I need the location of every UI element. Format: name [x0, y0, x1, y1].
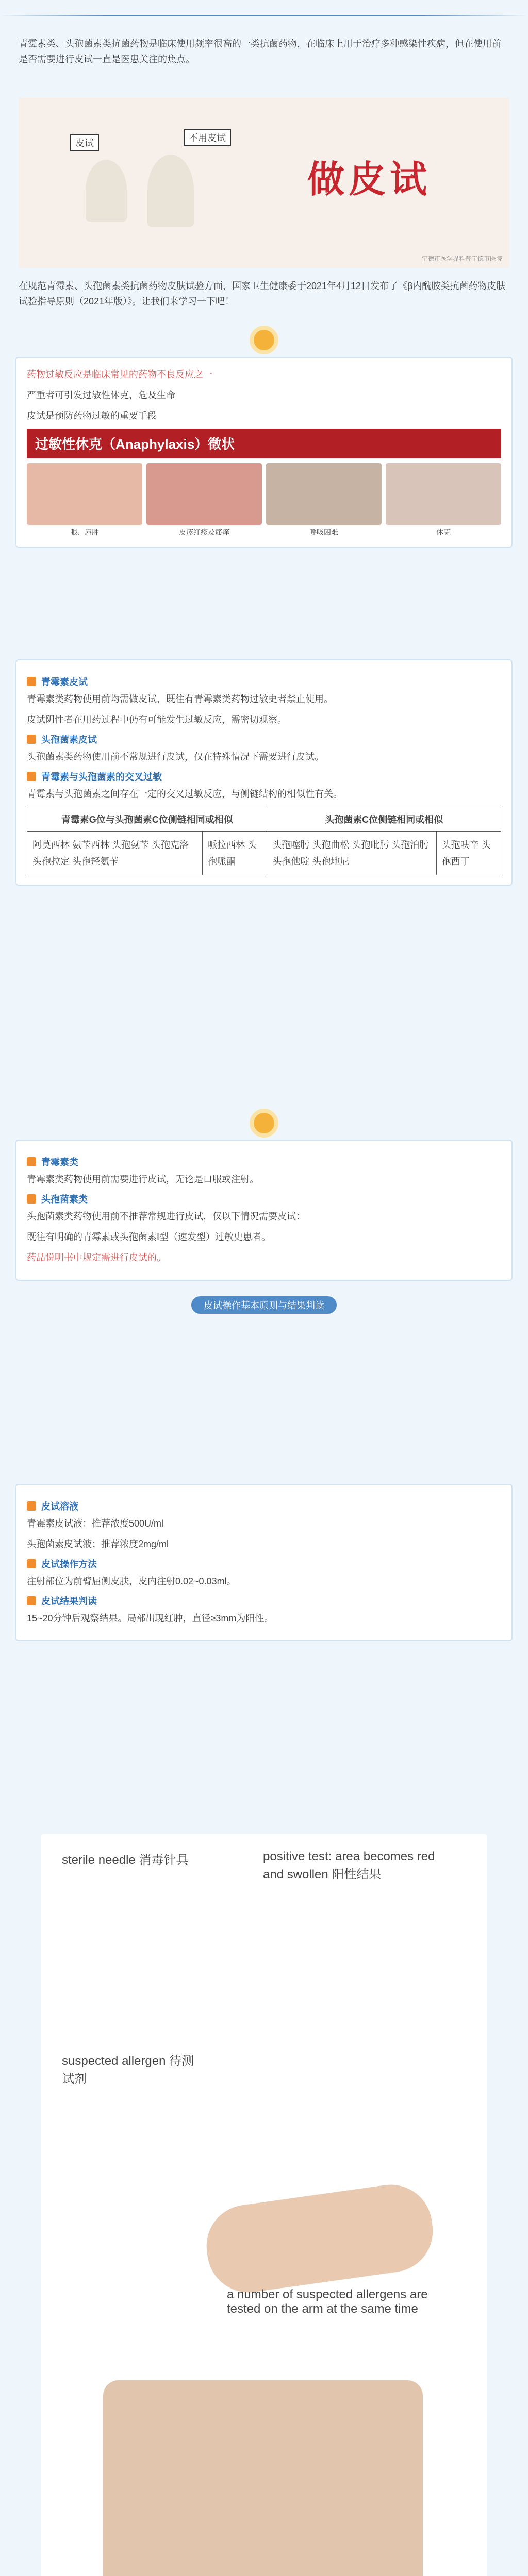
hero-image-section — [0, 98, 528, 268]
table-header-2: 头孢菌素C位侧链相同或相似 — [267, 807, 501, 832]
sec2-heading-1 — [27, 675, 501, 688]
sec1-line-0: 药物过敏反应是临床常见的药物不良反应之一 — [27, 369, 212, 380]
symptom-photo — [146, 463, 262, 525]
sec2-p3: 头孢菌素类药物使用前不常规进行皮试，仅在特殊情况下需要进行皮试。 — [27, 752, 324, 762]
symptom-photo — [386, 463, 501, 525]
hero-text: 做皮试 — [307, 159, 432, 200]
bullet-icon — [27, 772, 36, 781]
sec2-p1: 青霉素类药物使用前均需做皮试，既往有青霉素类药物过敏史者禁止使用。 — [27, 694, 333, 704]
bullet-icon — [27, 735, 36, 744]
sec3 — [0, 1113, 528, 1314]
table-cell: 阿莫西林 氨苄西林 头孢氨苄 头孢克洛 头孢拉定 头孢羟氨苄 — [27, 832, 203, 875]
sec2-p2: 皮试阴性者在用药过程中仍有可能发生过敏反应，需密切观察。 — [27, 715, 287, 725]
sec4 — [0, 1484, 528, 1641]
bullet-icon — [27, 1157, 36, 1166]
table-cell: 头孢噻肟 头孢曲松 头孢吡肟 头孢泊肟 头孢他啶 头孢地尼 — [267, 832, 436, 875]
bullet-icon — [27, 677, 36, 686]
symptom-caption: 休克 — [436, 528, 451, 536]
symptom-row — [27, 463, 501, 537]
sec2-p4: 青霉素与头孢菌素之间存在一定的交叉过敏反应，与侧链结构的相似性有关。 — [27, 789, 342, 799]
injection-photo — [103, 2380, 423, 2576]
intro-section-2 — [0, 278, 528, 314]
sec4-heading-1 — [27, 1499, 501, 1513]
diagram-label: a number of suspected allergens are tested on the arm at the same time — [227, 2287, 428, 2316]
sign-right: 不用皮试 — [184, 129, 231, 146]
sec3-p2: 头孢菌素类药物使用前不推荐常规进行皮试，仅以下情况需要皮试： — [27, 1211, 305, 1222]
hero-watermark: 宁德市医学界科普宁德市医院 — [421, 255, 502, 262]
heading-text: 头孢菌素类 — [41, 1194, 88, 1205]
sign-left: 皮试 — [70, 134, 99, 151]
table-cell: 哌拉西林 头孢哌酮 — [203, 832, 267, 875]
header-strip — [0, 0, 528, 31]
sec3-heading-2 — [27, 1192, 501, 1206]
intro-p2: 在规范青霉素、头孢菌素类抗菌药物皮肤试验方面，国家卫生健康委于2021年4月12日发布了《β内酰胺类抗菌药物皮肤试验指导原则（2021年版）》。让我们来学习一下吧！ — [19, 281, 506, 307]
symptom-caption: 皮疹红疹及瘙痒 — [179, 528, 229, 536]
sec4-p3: 注射部位为前臂屈侧皮肤，皮内注射0.02~0.03ml。 — [27, 1576, 236, 1586]
sec1-card — [15, 357, 513, 548]
heading-text: 皮试溶液 — [41, 1501, 78, 1512]
sec4-card — [15, 1484, 513, 1641]
sec2-heading-2 — [27, 733, 501, 746]
doctor-right — [147, 155, 194, 227]
sec3-p3: 既往有明确的青霉素或头孢菌素I型（速发型）过敏史患者。 — [27, 1232, 271, 1242]
sec3-p1: 青霉素类药物使用前需要进行皮试，无论是口服或注射。 — [27, 1174, 259, 1184]
diagram-label: positive test: area becomes red and swollen 阳性结果 — [263, 1850, 435, 1882]
sec2-heading-3 — [27, 770, 501, 783]
bullet-icon — [27, 1559, 36, 1568]
symptom-photo — [266, 463, 382, 525]
table-cell: 头孢呋辛 头孢西丁 — [436, 832, 501, 875]
intro-section — [0, 36, 528, 72]
intro-p1: 青霉素类、头孢菌素类抗菌药物是临床使用频率很高的一类抗菌药物，在临床上用于治疗多种感染性疾病，但在使用前是否需要进行皮试一直是医患关注的焦点。 — [19, 39, 501, 64]
sec1 — [0, 330, 528, 548]
sec3-card — [15, 1140, 513, 1281]
heading-text: 皮试操作方法 — [41, 1559, 97, 1569]
section-pill: 皮试操作基本原则与结果判读 — [191, 1296, 337, 1314]
symptom-caption: 呼吸困难 — [309, 528, 338, 536]
sec2 — [0, 659, 528, 886]
heading-text: 青霉素与头孢菌素的交叉过敏 — [41, 772, 162, 782]
sec3-p4: 药品说明书中规定需进行皮试的。 — [27, 1252, 166, 1263]
anaphylaxis-banner: 过敏性休克（Anaphylaxis）徵状 — [27, 429, 501, 458]
sun-icon — [254, 1113, 274, 1133]
sec1-line-2: 皮试是预防药物过敏的重要手段 — [27, 411, 157, 421]
skin-test-diagram — [0, 1834, 528, 2576]
sec3-heading-1 — [27, 1155, 501, 1168]
table-header-1: 青霉素G位与头孢菌素C位侧链相同或相似 — [27, 807, 267, 832]
heading-text: 皮试结果判读 — [41, 1596, 97, 1606]
doctor-left — [86, 160, 127, 222]
symptom-photo — [27, 463, 142, 525]
heading-text: 青霉素类 — [41, 1157, 78, 1167]
crossreact-table — [27, 807, 501, 875]
sec4-p1: 青霉素皮试液：推荐浓度500U/ml — [27, 1518, 164, 1529]
sec1-line-1: 严重者可引发过敏性休克，危及生命 — [27, 390, 175, 400]
diagram-label: sterile needle 消毒针具 — [62, 1853, 189, 1867]
sun-icon — [254, 330, 274, 350]
sec4-p2: 头孢菌素皮试液：推荐浓度2mg/ml — [27, 1539, 169, 1549]
sec2-card — [15, 659, 513, 886]
sec4-p4: 15~20分钟后观察结果。局部出现红肿，直径≥3mm为阳性。 — [27, 1613, 274, 1623]
diagram-label: suspected allergen 待测试剂 — [62, 2054, 194, 2086]
bullet-icon — [27, 1596, 36, 1605]
bullet-icon — [27, 1501, 36, 1511]
hero-illustration — [19, 98, 509, 268]
diagram-illustration — [41, 1834, 487, 2576]
forearm-shape — [201, 2179, 438, 2298]
heading-text: 青霉素皮试 — [41, 677, 88, 687]
sec4-heading-3 — [27, 1594, 501, 1607]
heading-text: 头孢菌素皮试 — [41, 735, 97, 745]
sec4-heading-2 — [27, 1557, 501, 1570]
symptom-caption: 眼、唇肿 — [70, 528, 99, 536]
bullet-icon — [27, 1194, 36, 1204]
